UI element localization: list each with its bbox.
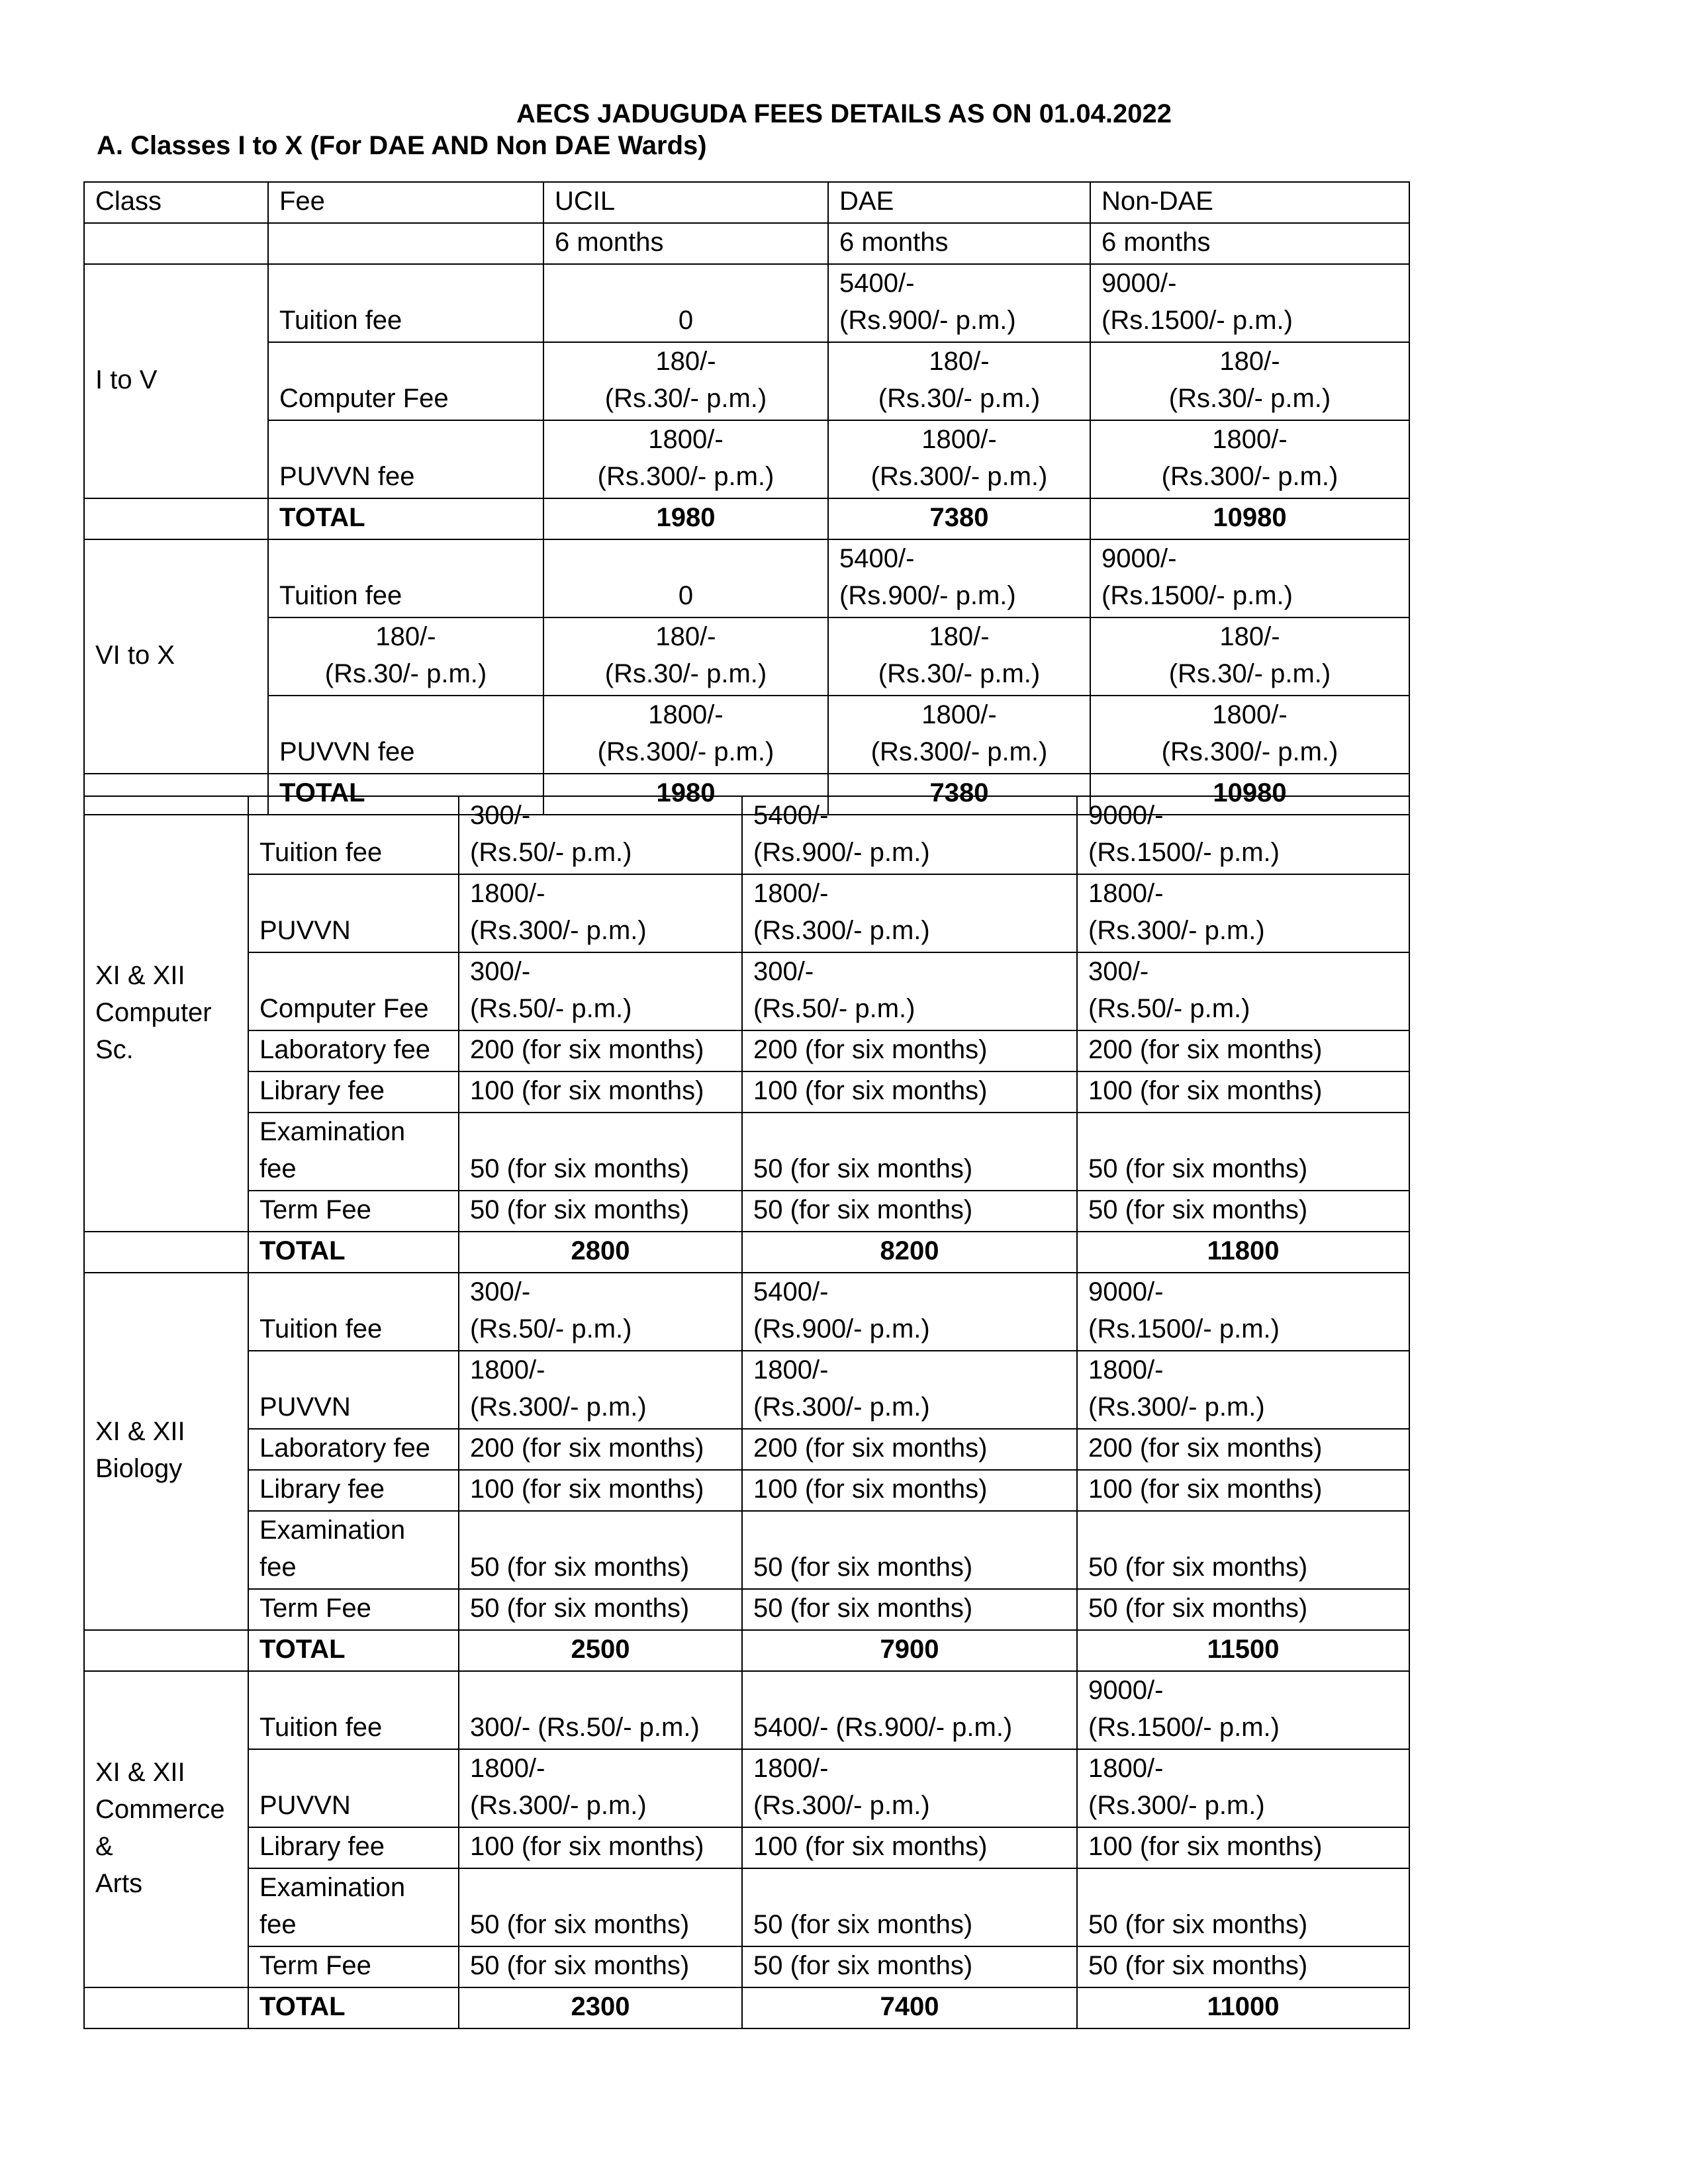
fee-dae: 5400/- (Rs.900/- p.m.) xyxy=(828,264,1090,342)
fee-ucil: 300/- (Rs.50/- p.m.) xyxy=(459,952,742,1030)
fee-nondae: 200 (for six months) xyxy=(1077,1030,1409,1071)
total-nondae: 10980 xyxy=(1090,774,1409,815)
fee-name: Examination fee xyxy=(248,1511,459,1589)
fee-ucil: 100 (for six months) xyxy=(459,1470,742,1511)
total-dae: 7380 xyxy=(828,498,1090,539)
class-label: XI & XII Commerce & Arts xyxy=(84,1671,248,1987)
table-row xyxy=(84,1511,1409,1589)
fee-dae: 100 (for six months) xyxy=(742,1827,1077,1868)
fee-dae: 50 (for six months) xyxy=(742,1946,1077,1987)
fee-ucil: 0 xyxy=(543,539,828,617)
total-ucil: 1980 xyxy=(543,498,828,539)
fee-ucil: 1800/- (Rs.300/- p.m.) xyxy=(543,696,828,774)
section-subtitle: A. Classes I to X (For DAE AND Non DAE Wards) xyxy=(97,131,707,160)
total-label: TOTAL xyxy=(268,498,543,539)
table-row xyxy=(84,1429,1409,1470)
table-row xyxy=(84,1827,1409,1868)
fee-dae: 50 (for six months) xyxy=(742,1589,1077,1630)
fee-name: Tuition fee xyxy=(248,796,459,874)
fee-dae: 180/- (Rs.30/- p.m.) xyxy=(828,342,1090,420)
table-row xyxy=(84,1868,1409,1946)
fee-name: PUVVN xyxy=(248,874,459,952)
fee-nondae: 100 (for six months) xyxy=(1077,1071,1409,1113)
empty-cell xyxy=(84,1232,248,1273)
fee-ucil: 50 (for six months) xyxy=(459,1589,742,1630)
fee-ucil: 1800/- (Rs.300/- p.m.) xyxy=(543,420,828,498)
total-row xyxy=(84,1232,1409,1273)
total-label: TOTAL xyxy=(268,774,543,815)
table-row xyxy=(84,1671,1409,1749)
total-nondae: 11000 xyxy=(1077,1987,1409,2028)
table-row xyxy=(84,420,1409,498)
fee-ucil: 300/- (Rs.50/- p.m.) xyxy=(459,796,742,874)
table-row xyxy=(84,1071,1409,1113)
class-label: XI & XII Biology xyxy=(84,1273,248,1630)
fee-dae: 200 (for six months) xyxy=(742,1030,1077,1071)
fee-ucil: 50 (for six months) xyxy=(459,1191,742,1232)
fee-dae: 100 (for six months) xyxy=(742,1071,1077,1113)
fee-ucil: 200 (for six months) xyxy=(459,1429,742,1470)
page-title: AECS JADUGUDA FEES DETAILS AS ON 01.04.2022 xyxy=(516,99,1172,128)
fee-dae: 5400/- (Rs.900/- p.m.) xyxy=(742,1273,1077,1351)
fee-nondae: 9000/- (Rs.1500/- p.m.) xyxy=(1077,1671,1409,1749)
fee-nondae: 50 (for six months) xyxy=(1077,1589,1409,1630)
fee-ucil: 200 (for six months) xyxy=(459,1030,742,1071)
fee-nondae: 9000/- (Rs.1500/- p.m.) xyxy=(1090,264,1409,342)
fee-dae: 1800/- (Rs.300/- p.m.) xyxy=(742,1749,1077,1827)
fee-ucil: 100 (for six months) xyxy=(459,1827,742,1868)
class-label: VI to X xyxy=(84,539,268,774)
fee-name: Laboratory fee xyxy=(248,1429,459,1470)
header-dae: DAE xyxy=(828,182,1090,223)
total-ucil: 1980 xyxy=(543,774,828,815)
total-dae: 7400 xyxy=(742,1987,1077,2028)
fee-dae: 1800/- (Rs.300/- p.m.) xyxy=(742,1351,1077,1429)
fee-ucil: 50 (for six months) xyxy=(459,1868,742,1946)
header-class: Class xyxy=(84,182,268,223)
fee-name: Library fee xyxy=(248,1827,459,1868)
total-label: TOTAL xyxy=(248,1987,459,2028)
table-row xyxy=(84,796,1409,874)
total-ucil: 2800 xyxy=(459,1232,742,1273)
fee-name: PUVVN xyxy=(248,1351,459,1429)
fee-name: Examination fee xyxy=(248,1113,459,1191)
fee-name: 180/- (Rs.30/- p.m.) xyxy=(268,617,543,696)
fee-nondae: 100 (for six months) xyxy=(1077,1827,1409,1868)
period-nondae: 6 months xyxy=(1090,223,1409,264)
fee-nondae: 9000/- (Rs.1500/- p.m.) xyxy=(1077,796,1409,874)
empty-cell xyxy=(268,223,543,264)
fee-ucil: 300/- (Rs.50/- p.m.) xyxy=(459,1273,742,1351)
fee-name: Library fee xyxy=(248,1071,459,1113)
header-ucil: UCIL xyxy=(543,182,828,223)
fee-nondae: 9000/- (Rs.1500/- p.m.) xyxy=(1090,539,1409,617)
fee-dae: 1800/- (Rs.300/- p.m.) xyxy=(828,420,1090,498)
total-ucil: 2300 xyxy=(459,1987,742,2028)
fee-nondae: 1800/- (Rs.300/- p.m.) xyxy=(1077,1351,1409,1429)
fee-nondae: 9000/- (Rs.1500/- p.m.) xyxy=(1077,1273,1409,1351)
period-ucil: 6 months xyxy=(543,223,828,264)
fee-ucil: 1800/- (Rs.300/- p.m.) xyxy=(459,874,742,952)
table-row xyxy=(84,1191,1409,1232)
fee-nondae: 50 (for six months) xyxy=(1077,1511,1409,1589)
fee-nondae: 1800/- (Rs.300/- p.m.) xyxy=(1077,874,1409,952)
header-fee: Fee xyxy=(268,182,543,223)
table-row xyxy=(84,1946,1409,1987)
fee-ucil: 180/- (Rs.30/- p.m.) xyxy=(543,342,828,420)
fee-dae: 200 (for six months) xyxy=(742,1429,1077,1470)
total-row xyxy=(84,1987,1409,2028)
fee-nondae: 50 (for six months) xyxy=(1077,1946,1409,1987)
fee-dae: 50 (for six months) xyxy=(742,1868,1077,1946)
fee-name: Tuition fee xyxy=(248,1671,459,1749)
fee-nondae: 180/- (Rs.30/- p.m.) xyxy=(1090,617,1409,696)
fee-dae: 1800/- (Rs.300/- p.m.) xyxy=(828,696,1090,774)
fee-nondae: 180/- (Rs.30/- p.m.) xyxy=(1090,342,1409,420)
empty-cell xyxy=(84,1987,248,2028)
fee-nondae: 50 (for six months) xyxy=(1077,1191,1409,1232)
total-nondae: 11500 xyxy=(1077,1630,1409,1671)
table-period-row xyxy=(84,223,1409,264)
fee-name: PUVVN xyxy=(248,1749,459,1827)
period-dae: 6 months xyxy=(828,223,1090,264)
fee-ucil: 50 (for six months) xyxy=(459,1113,742,1191)
fee-name: PUVVN fee xyxy=(268,696,543,774)
fee-name: Tuition fee xyxy=(268,539,543,617)
fee-ucil: 1800/- (Rs.300/- p.m.) xyxy=(459,1351,742,1429)
fee-nondae: 50 (for six months) xyxy=(1077,1868,1409,1946)
table-row xyxy=(84,696,1409,774)
fee-name: Examination fee xyxy=(248,1868,459,1946)
total-ucil: 2500 xyxy=(459,1630,742,1671)
table-row xyxy=(84,1351,1409,1429)
fee-name: Tuition fee xyxy=(248,1273,459,1351)
total-dae: 8200 xyxy=(742,1232,1077,1273)
fee-name: Term Fee xyxy=(248,1191,459,1232)
table-row xyxy=(84,342,1409,420)
fee-dae: 100 (for six months) xyxy=(742,1470,1077,1511)
fee-dae: 300/- (Rs.50/- p.m.) xyxy=(742,952,1077,1030)
fee-nondae: 1800/- (Rs.300/- p.m.) xyxy=(1090,420,1409,498)
fee-nondae: 200 (for six months) xyxy=(1077,1429,1409,1470)
total-dae: 7900 xyxy=(742,1630,1077,1671)
total-nondae: 10980 xyxy=(1090,498,1409,539)
fee-nondae: 100 (for six months) xyxy=(1077,1470,1409,1511)
empty-cell xyxy=(84,223,268,264)
empty-cell xyxy=(84,1630,248,1671)
total-row xyxy=(84,498,1409,539)
table-row xyxy=(84,1470,1409,1511)
total-label: TOTAL xyxy=(248,1630,459,1671)
fee-nondae: 300/- (Rs.50/- p.m.) xyxy=(1077,952,1409,1030)
table-row xyxy=(84,952,1409,1030)
table-header-row xyxy=(84,182,1409,223)
empty-cell xyxy=(84,498,268,539)
fee-name: Term Fee xyxy=(248,1946,459,1987)
table-row xyxy=(84,874,1409,952)
table-row xyxy=(84,1589,1409,1630)
fee-name: Computer Fee xyxy=(268,342,543,420)
class-label: XI & XII Computer Sc. xyxy=(84,796,248,1232)
fee-nondae: 50 (for six months) xyxy=(1077,1113,1409,1191)
table-row xyxy=(84,1749,1409,1827)
fee-ucil: 180/- (Rs.30/- p.m.) xyxy=(543,617,828,696)
fee-dae: 50 (for six months) xyxy=(742,1511,1077,1589)
fee-ucil: 100 (for six months) xyxy=(459,1071,742,1113)
table-row xyxy=(84,1273,1409,1351)
fee-dae: 180/- (Rs.30/- p.m.) xyxy=(828,617,1090,696)
fee-name: Term Fee xyxy=(248,1589,459,1630)
total-dae: 7380 xyxy=(828,774,1090,815)
fees-table-classes-i-to-x xyxy=(83,181,1410,815)
fee-name: Library fee xyxy=(248,1470,459,1511)
fees-table-classes-xi-xii xyxy=(83,796,1410,2029)
fee-ucil: 50 (for six months) xyxy=(459,1946,742,1987)
fee-dae: 5400/- (Rs.900/- p.m.) xyxy=(742,1671,1077,1749)
fee-nondae: 1800/- (Rs.300/- p.m.) xyxy=(1090,696,1409,774)
fee-nondae: 1800/- (Rs.300/- p.m.) xyxy=(1077,1749,1409,1827)
fee-dae: 5400/- (Rs.900/- p.m.) xyxy=(742,796,1077,874)
total-row xyxy=(84,1630,1409,1671)
fee-dae: 1800/- (Rs.300/- p.m.) xyxy=(742,874,1077,952)
class-label: I to V xyxy=(84,264,268,498)
fee-ucil: 1800/- (Rs.300/- p.m.) xyxy=(459,1749,742,1827)
fee-dae: 5400/- (Rs.900/- p.m.) xyxy=(828,539,1090,617)
total-label: TOTAL xyxy=(248,1232,459,1273)
fee-dae: 50 (for six months) xyxy=(742,1113,1077,1191)
fee-name: Tuition fee xyxy=(268,264,543,342)
fee-name: PUVVN fee xyxy=(268,420,543,498)
table-row xyxy=(84,539,1409,617)
table-row xyxy=(84,1113,1409,1191)
table-row xyxy=(84,264,1409,342)
fee-dae: 50 (for six months) xyxy=(742,1191,1077,1232)
header-nondae: Non-DAE xyxy=(1090,182,1409,223)
fee-name: Laboratory fee xyxy=(248,1030,459,1071)
fee-name: Computer Fee xyxy=(248,952,459,1030)
table-row xyxy=(84,1030,1409,1071)
fee-ucil: 300/- (Rs.50/- p.m.) xyxy=(459,1671,742,1749)
fee-ucil: 0 xyxy=(543,264,828,342)
fee-ucil: 50 (for six months) xyxy=(459,1511,742,1589)
total-nondae: 11800 xyxy=(1077,1232,1409,1273)
table-row xyxy=(84,617,1409,696)
